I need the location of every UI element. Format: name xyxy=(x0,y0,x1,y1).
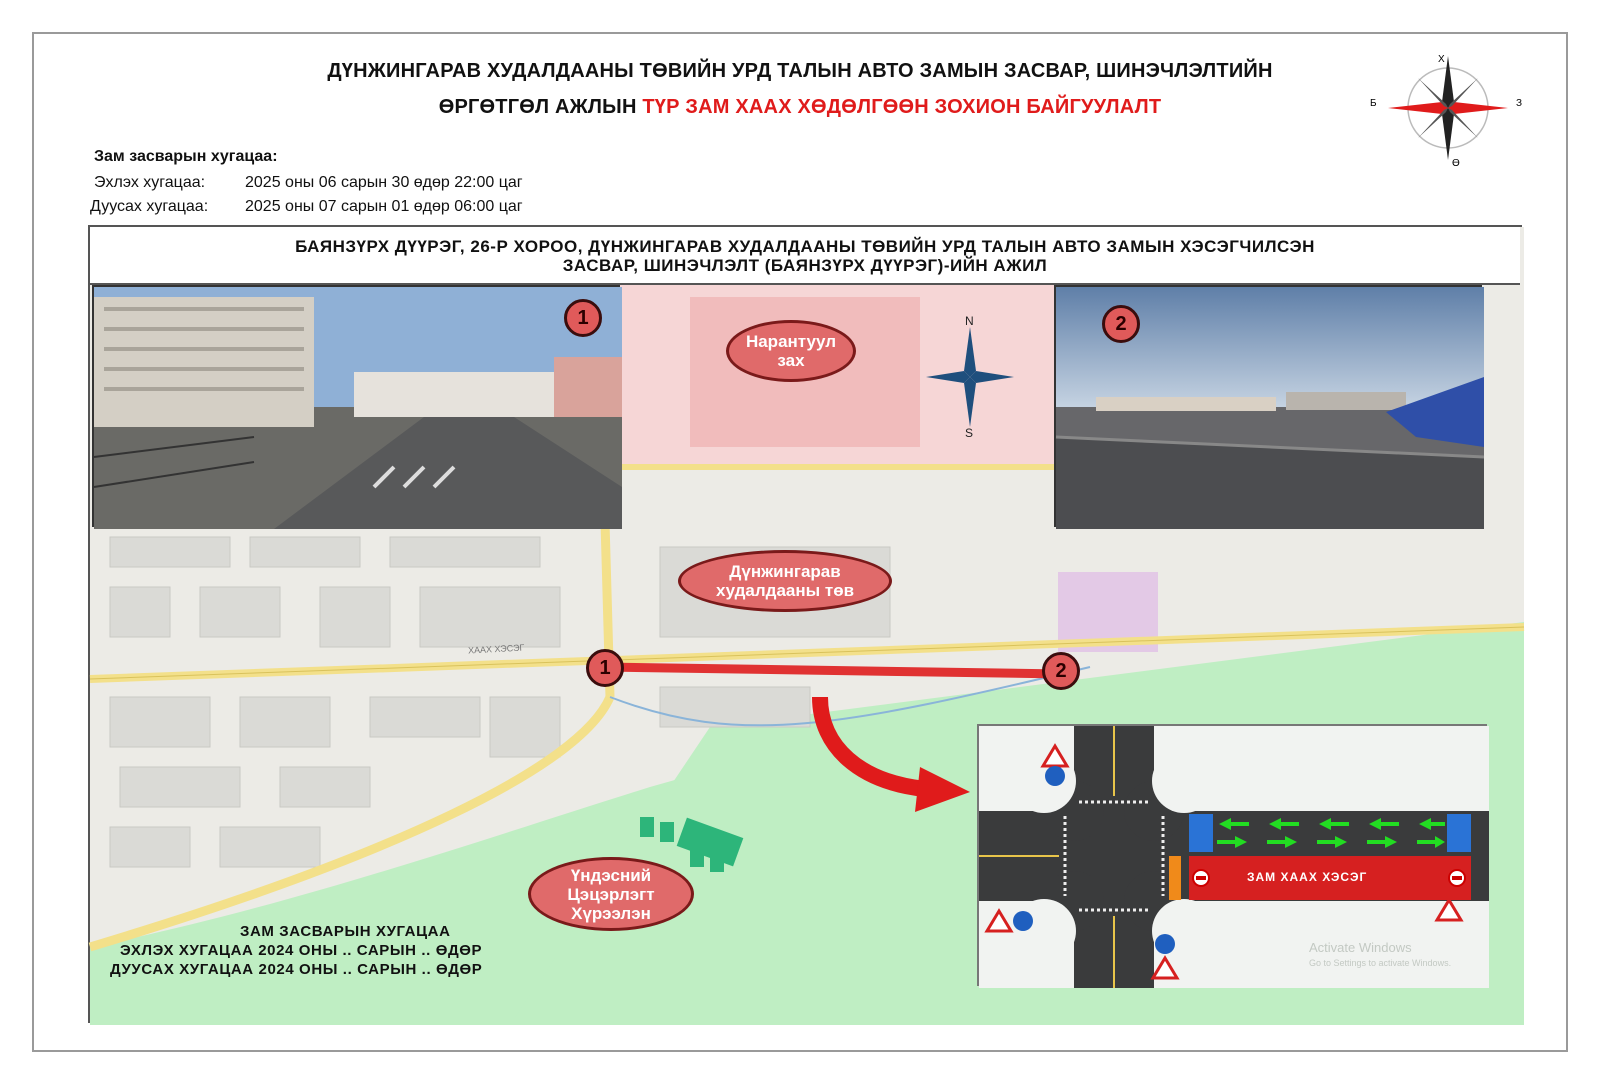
label-park-line1: Үндэсний xyxy=(570,865,652,885)
title-line2-black: ӨРГӨТГӨЛ АЖЛЫН xyxy=(438,96,643,118)
label-narantuul-line2: зах xyxy=(777,351,805,370)
end-value: 2025 оны 07 сарын 01 өдөр 06:00 цаг xyxy=(245,198,523,215)
site-map xyxy=(88,225,1522,1023)
map-compass-icon xyxy=(920,314,1020,440)
route-point-2: 2 xyxy=(1042,652,1080,690)
compass-east-label: З xyxy=(1516,98,1523,109)
compass-rose-icon xyxy=(1370,48,1548,178)
compass-north-label: Х xyxy=(1438,54,1445,65)
map-compass-n: N xyxy=(965,314,974,328)
photo-2-badge: 2 xyxy=(1102,305,1140,343)
label-dunjingarav-line2: худалдааны төв xyxy=(715,581,855,600)
schedule-heading: Зам засварын хугацаа: xyxy=(94,148,278,165)
footer-line3: ДУУСАХ ХУГАЦАА 2024 ОНЫ .. САРЫН .. ӨДӨР xyxy=(110,961,483,978)
watermark-line2: Go to Settings to activate Windows. xyxy=(1309,958,1452,968)
label-narantuul-market xyxy=(726,320,856,382)
photo-1-badge: 1 xyxy=(564,299,602,337)
street-photo-2 xyxy=(1054,285,1482,527)
watermark-line1: Activate Windows xyxy=(1309,940,1412,955)
label-national-park xyxy=(528,857,694,931)
footer-line2: ЭХЛЭХ ХУГАЦАА 2024 ОНЫ .. САРЫН .. ӨДӨР xyxy=(120,942,483,959)
label-dunjingarav-center xyxy=(678,550,892,612)
label-dunjingarav-line1: Дүнжингарав xyxy=(729,562,841,581)
start-label: Эхлэх хугацаа: xyxy=(94,174,206,191)
label-narantuul-line1: Нарантуул xyxy=(745,332,837,351)
map-header-line1: БАЯНЗҮРХ ДҮҮРЭГ, 26-Р ХОРОО, ДҮНЖИНГАРАВ ХУДАЛДААНЫ ТӨВИЙН УРД ТАЛЫН АВТО ЗАМЫН ХЭСЭГЧИЛСЭН xyxy=(295,237,1315,256)
footer-line1: ЗАМ ЗАСВАРЫН ХУГАЦАА xyxy=(240,923,451,940)
map-header xyxy=(90,227,1520,285)
page-title-line1: ДҮНЖИНГАРАВ ХУДАЛДААНЫ ТӨВИЙН УРД ТАЛЫН АВТО ЗАМЫН ЗАСВАР, ШИНЭЧЛЭЛТИЙН xyxy=(327,60,1273,82)
compass-south-label: Ө xyxy=(1452,158,1460,169)
compass-west-label: Б xyxy=(1370,98,1377,109)
inset-closure-label: ЗАМ ХААХ ХЭСЭГ xyxy=(1247,870,1368,884)
start-value: 2025 оны 06 сарын 30 өдөр 22:00 цаг xyxy=(245,174,523,191)
label-park-line3: Хүрээлэн xyxy=(571,903,651,923)
intersection-diagram xyxy=(977,724,1487,986)
street-photo-1 xyxy=(92,285,620,527)
map-compass-s: S xyxy=(965,426,974,440)
road-label: ХААХ ХЭСЭГ xyxy=(467,642,525,656)
map-footer-dates xyxy=(110,922,482,979)
title-line2-red: ТҮР ЗАМ ХААХ ХӨДӨЛГӨӨН ЗОХИОН БАЙГУУЛАЛТ xyxy=(642,96,1162,118)
page-title-line2 xyxy=(0,96,1600,119)
label-park-line2: Цэцэрлэгт xyxy=(567,884,655,904)
end-label: Дуусах хугацаа: xyxy=(90,198,209,215)
route-point-1: 1 xyxy=(586,649,624,687)
map-header-line2: ЗАСВАР, ШИНЭЧЛЭЛТ (БАЯНЗҮРХ ДҮҮРЭГ)-ИЙН АЖИЛ xyxy=(562,256,1048,275)
